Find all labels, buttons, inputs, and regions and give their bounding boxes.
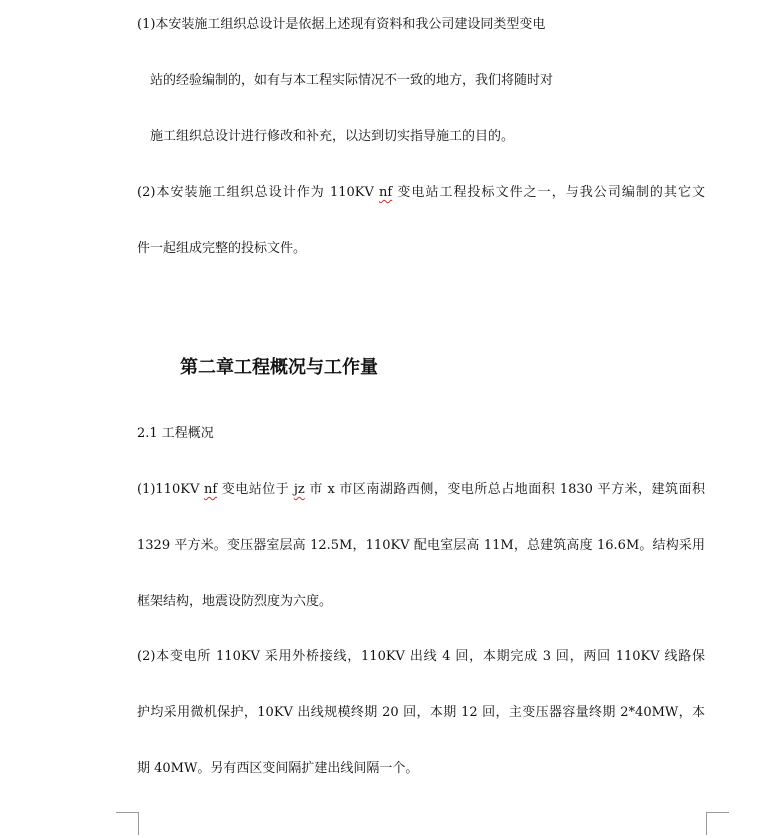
text-run: 变电站工程投标文件之一，与我公司编制的其它文 [392,185,705,200]
body-paragraph-1-line-2: 1329 平方米。变压器室层高 12.5M，110KV 配电室层高 11M，总建筑高度 16.6M。结构采用 [137,538,705,553]
intro-paragraph-1-line-2: 站的经验编制的，如有与本工程实际情况不一致的地方，我们将随时对 [150,73,554,88]
body-paragraph-2-line-3: 期 40MW。另有西区变间隔扩建出线间隔一个。 [137,761,419,776]
spellcheck-flagged-word: nf [379,185,393,200]
spellcheck-flagged-word: jz [293,482,305,497]
body-paragraph-1-line-3: 框架结构，地震设防烈度为六度。 [137,594,333,609]
page-margin-corner-right [706,812,729,835]
section-title: 2.1 工程概况 [137,426,214,441]
body-paragraph-2-line-1: (2)本变电所 110KV 采用外桥接线，110KV 出线 4 回，本期完成 3 回，两回 110KV 线路保 [137,649,705,664]
text-run: (2)本安装施工组织总设计作为 110KV [137,185,380,200]
intro-paragraph-2-line-1 [137,184,705,202]
text-run: 变电站位于 [217,482,294,497]
intro-paragraph-1-line-1: (1)本安装施工组织总设计是依据上述现有资料和我公司建设同类型变电 [137,17,546,32]
body-paragraph-2-line-2: 护均采用微机保护，10KV 出线规模终期 20 回，本期 12 回，主变压器容量终期 2*40MW，本 [137,705,705,720]
intro-paragraph-2-line-2: 件一起组成完整的投标文件。 [137,241,307,256]
body-paragraph-1-line-1 [137,481,705,499]
spellcheck-flagged-word: nf [203,482,218,497]
page-margin-corner-left [116,812,139,835]
chapter-title: 第二章工程概况与工作量 [180,357,378,378]
text-run: (1)110KV [137,482,204,497]
text-run: 市 x 市区南湖路西侧，变电所总占地面积 1830 平方米，建筑面积 [304,482,706,497]
intro-paragraph-1-line-3: 施工组织总设计进行修改和补充，以达到切实指导施工的目的。 [150,129,515,144]
